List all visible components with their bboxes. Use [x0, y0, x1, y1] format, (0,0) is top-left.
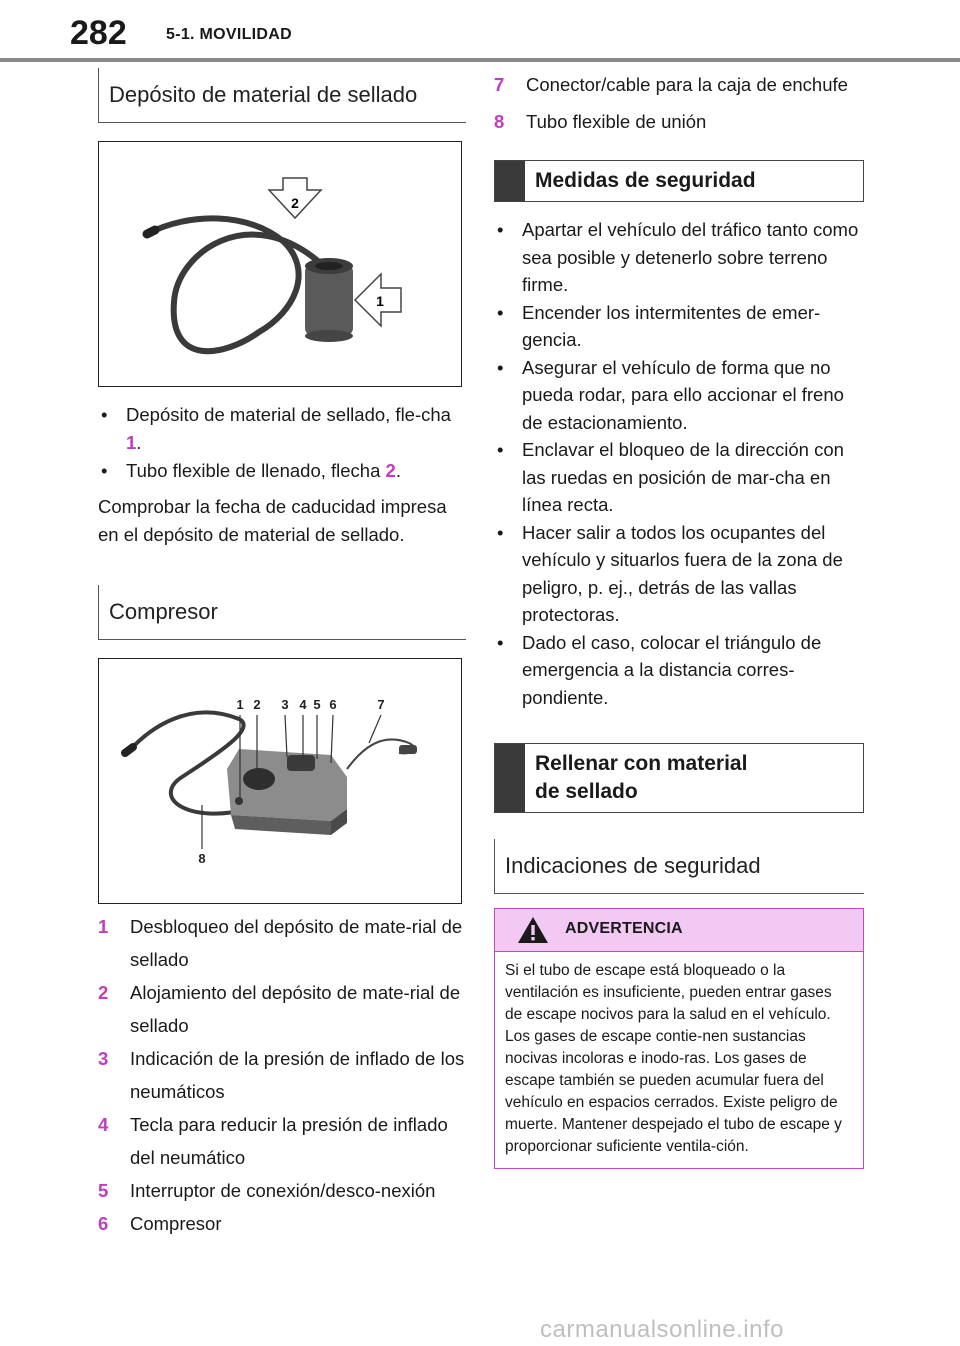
list-item: • Encender los intermitentes de emer-gencia. [494, 299, 864, 354]
callout-1: 1 [236, 697, 244, 712]
watermark: carmanualsonline.info [540, 1316, 784, 1343]
compressor-illustration [99, 659, 461, 903]
warning-box [494, 908, 864, 1169]
left-column [98, 68, 466, 1240]
callout-8: 8 [198, 851, 206, 866]
rellenar-heading: Rellenar con material de sellado [535, 752, 748, 803]
list-item: • Asegurar el vehículo de forma que no pueda rodar, para ello accionar el freno de estacionamiento. [494, 354, 864, 437]
svg-text:2: 2 [291, 195, 299, 211]
deposito-heading: Depósito de material de sellado [98, 68, 466, 123]
list-item: 8 Tubo flexible de unión [494, 111, 707, 132]
list-item: • Enclavar el bloqueo de la dirección con las ruedas en posición de mar-cha en línea recta. [494, 436, 864, 519]
safety-measures-list [494, 216, 864, 711]
list-item: 4 Tecla para reducir la presión de inflado del neumático [98, 1114, 448, 1168]
list-item: • Apartar el vehículo del tráfico tanto como sea posible y detenerlo sobre terreno firme. [494, 216, 864, 299]
list-item: 6 Compresor [98, 1213, 222, 1234]
list-item: 3 Indicación de la presión de inflado de los neumáticos [98, 1048, 465, 1102]
warning-header [495, 909, 863, 952]
warning-text: Si el tubo de escape está bloqueado o la ventilación es insuficiente, pueden entrar gases de escape nocivos para la salud en el vehículo. Los gases de escape contie-nen sustancias nocivas incoloras e inodo-ras. Los gases de escape también se pueden acumular fuera del vehículo en espacios cerrados. Existe peligro de muerte. Mantener despejado el tubo de escape y proporcionar suficiente ventila-ción. [505, 962, 842, 1155]
sealant-container-figure [98, 141, 462, 387]
warning-triangle-icon [517, 916, 549, 944]
list-item: • Tubo flexible de llenado, flecha 2. [98, 457, 466, 485]
header-divider [0, 58, 960, 62]
list-item: • Dado el caso, colocar el triángulo de emergencia a la distancia corres-pondiente. [494, 629, 864, 712]
medidas-heading-box [494, 160, 864, 202]
list-item: • Depósito de material de sellado, fle-cha 1. [98, 401, 466, 457]
callout-arrow-2 [269, 178, 321, 218]
list-item: 5 Interruptor de conexión/desco-nexión [98, 1180, 436, 1201]
list-item: 2 Alojamiento del depósito de mate-rial de sellado [98, 982, 461, 1036]
indicaciones-heading: Indicaciones de seguridad [494, 839, 864, 894]
callout-3: 3 [281, 697, 289, 712]
callout-5: 5 [313, 697, 321, 712]
compressor-figure [98, 658, 462, 904]
compresor-heading: Compresor [98, 585, 466, 640]
callout-4: 4 [299, 697, 307, 712]
deposito-bullets [98, 401, 466, 485]
compressor-parts-list [98, 910, 466, 1240]
callout-2: 2 [253, 697, 261, 712]
sealant-container-illustration [99, 142, 461, 386]
list-item: 1 Desbloqueo del depósito de mate-rial de sellado [98, 916, 463, 970]
warning-title: ADVERTENCIA [565, 920, 683, 937]
section-title: 5-1. MOVILIDAD [166, 26, 292, 43]
svg-text:1: 1 [376, 293, 384, 309]
page-number: 282 [70, 14, 127, 52]
callout-7: 7 [377, 697, 385, 712]
callout-6: 6 [329, 697, 337, 712]
rellenar-heading-box [494, 743, 864, 813]
list-item: • Hacer salir a todos los ocupantes del vehículo y situarlos fuera de la zona de peligro, p. ej., detrás de las vallas protectoras. [494, 519, 864, 629]
right-column [494, 68, 864, 1169]
list-item: 7 Conector/cable para la caja de enchufe [494, 74, 848, 95]
compressor-parts-list-continued [494, 68, 864, 138]
callout-arrow-1 [355, 274, 401, 326]
expiry-paragraph: Comprobar la fecha de caducidad impresa en el depósito de material de sellado. [98, 496, 447, 545]
medidas-heading: Medidas de seguridad [535, 169, 756, 192]
